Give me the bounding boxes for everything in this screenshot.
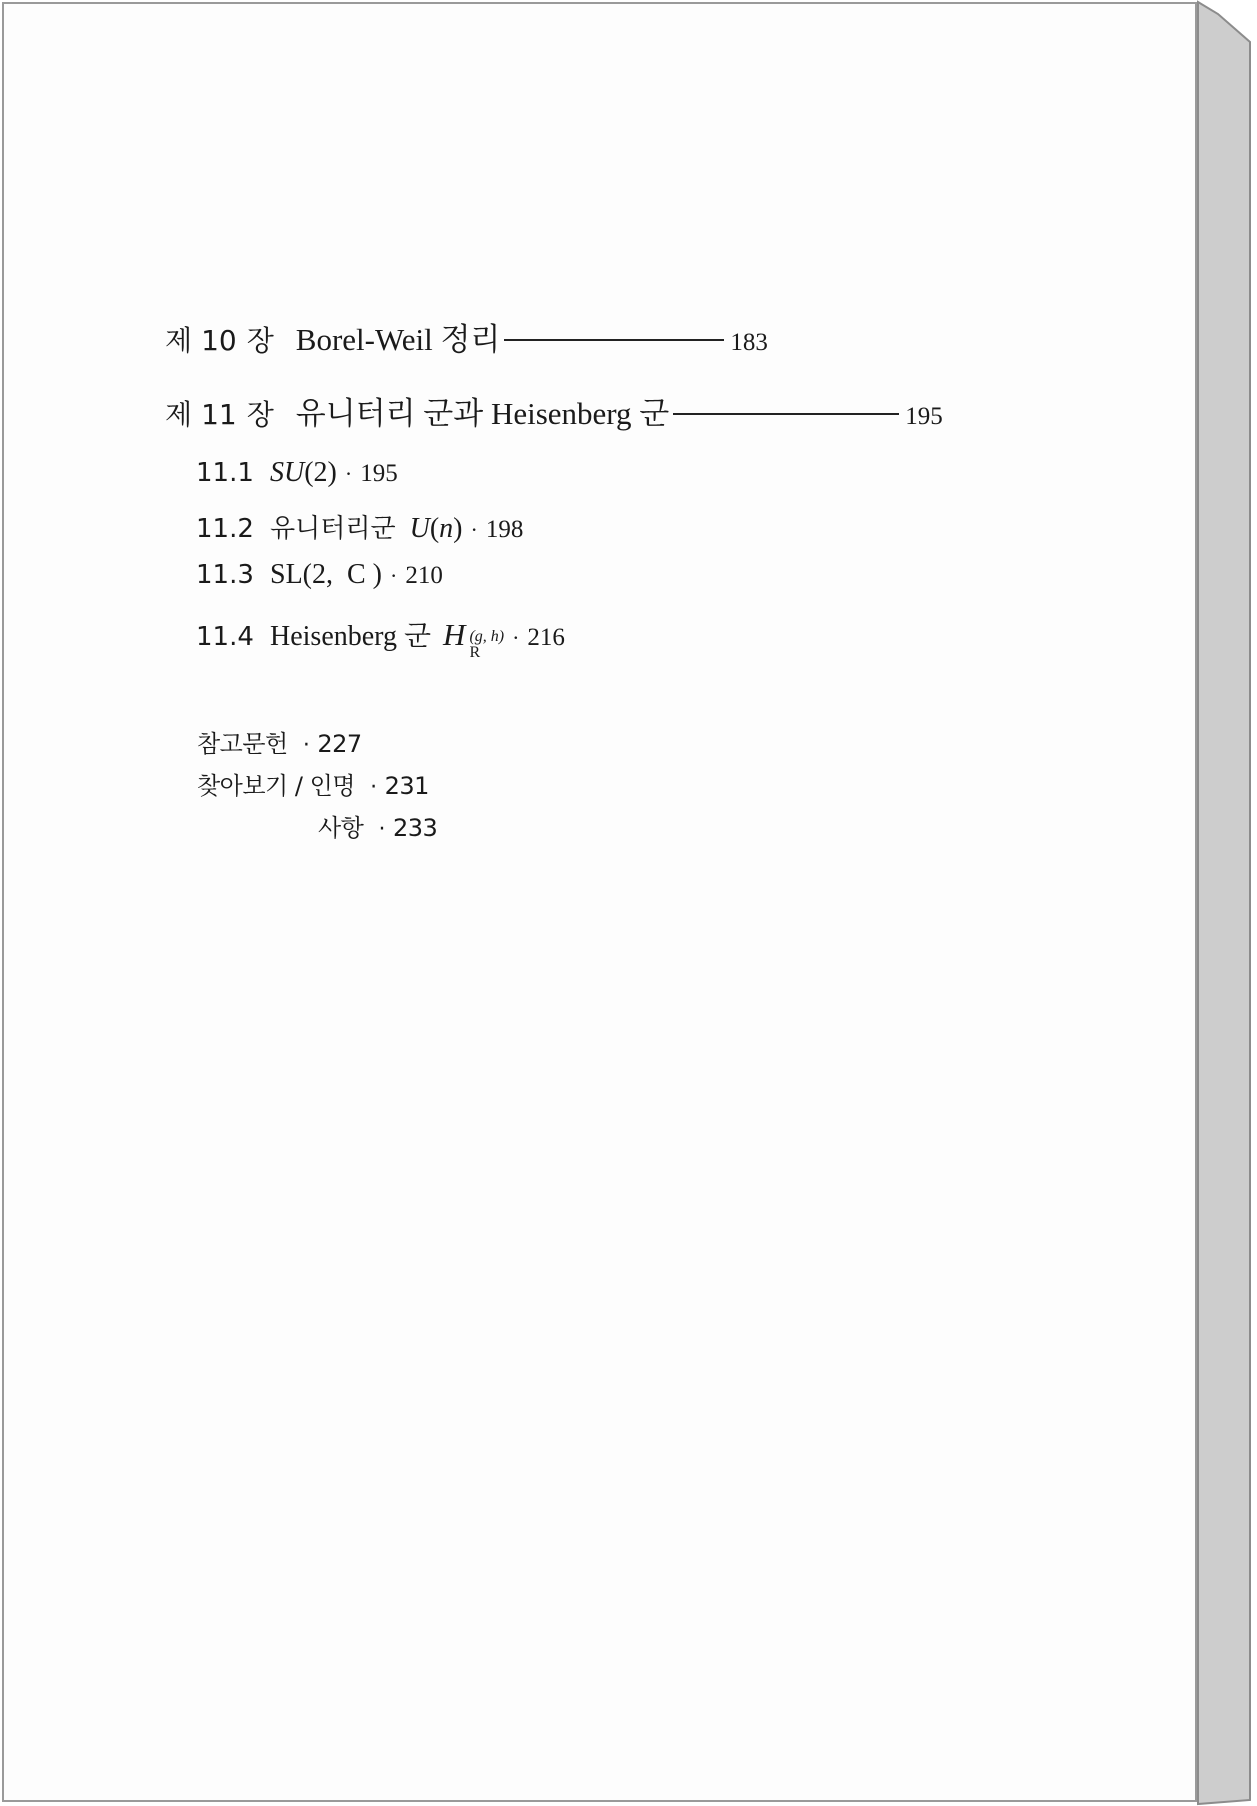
- section-title-math: U: [409, 513, 430, 544]
- section-page: 198: [485, 516, 524, 543]
- back-matter-index-names[interactable]: [197, 766, 429, 801]
- section-title-math: SU: [270, 457, 305, 488]
- math-scripts: [469, 629, 504, 661]
- separator-dot: ·: [302, 733, 310, 758]
- separator-dot: ·: [512, 625, 520, 650]
- section-page: 195: [360, 460, 398, 487]
- chapter-page: 195: [905, 403, 943, 430]
- back-matter-bibliography[interactable]: [197, 724, 362, 759]
- section-title: [270, 508, 462, 545]
- math-symbol-h: H: [443, 617, 466, 652]
- separator-dot: ·: [370, 775, 377, 800]
- section-entry-11-2[interactable]: [196, 508, 523, 545]
- section-entry-11-3[interactable]: [196, 559, 443, 591]
- chapter-prefix: 제: [165, 324, 194, 357]
- section-number: 11.4: [196, 622, 254, 652]
- separator-dot: ·: [378, 817, 386, 842]
- chapter-suffix: 장: [246, 398, 274, 431]
- chapter-number: 10: [201, 324, 237, 357]
- chapter-prefix: 제: [165, 398, 194, 431]
- section-title-rest: (2): [304, 457, 337, 488]
- back-matter-label: 찾아보기 / 인명: [197, 772, 355, 800]
- section-title: Heisenberg 군: [270, 621, 432, 652]
- math-subscript: R: [469, 644, 481, 661]
- chapter-page: 183: [730, 329, 768, 356]
- math-superscript: (g, h): [469, 628, 505, 645]
- chapter-entry-11[interactable]: [165, 388, 943, 433]
- back-matter-page: 231: [384, 772, 429, 800]
- back-matter-page: 233: [393, 814, 438, 842]
- chapter-entry-10[interactable]: [165, 314, 768, 359]
- section-entry-11-1[interactable]: [196, 457, 398, 489]
- back-matter-label: 사항: [318, 814, 364, 842]
- back-matter-index-subjects[interactable]: [318, 808, 437, 843]
- section-page: 210: [405, 562, 443, 589]
- section-number: 11.1: [196, 458, 254, 488]
- separator-dot: ·: [390, 563, 398, 588]
- separator-dot: ·: [344, 461, 353, 486]
- chapter-title: Borel-Weil 정리: [295, 322, 501, 357]
- section-title-paren-close: ): [453, 513, 463, 544]
- chapter-title: 유니터리 군과 Heisenberg 군: [295, 396, 670, 431]
- dot-leader: [504, 339, 724, 341]
- section-entry-11-4[interactable]: [196, 614, 565, 665]
- section-title-paren-open: (: [429, 513, 440, 544]
- dot-leader: [673, 413, 899, 415]
- section-title: [270, 457, 337, 489]
- section-title-text: 유니터리군: [270, 514, 396, 544]
- section-title: SL(2, C ): [270, 559, 382, 590]
- chapter-suffix: 장: [246, 324, 274, 357]
- separator-dot: ·: [470, 517, 478, 542]
- chapter-number: 11: [201, 398, 237, 431]
- section-page: 216: [527, 624, 565, 651]
- section-number: 11.3: [196, 560, 254, 590]
- section-number: 11.2: [196, 514, 254, 544]
- back-matter-page: 227: [317, 730, 362, 758]
- back-matter-label: 참고문헌: [197, 730, 288, 758]
- section-title-math2: n: [439, 513, 454, 544]
